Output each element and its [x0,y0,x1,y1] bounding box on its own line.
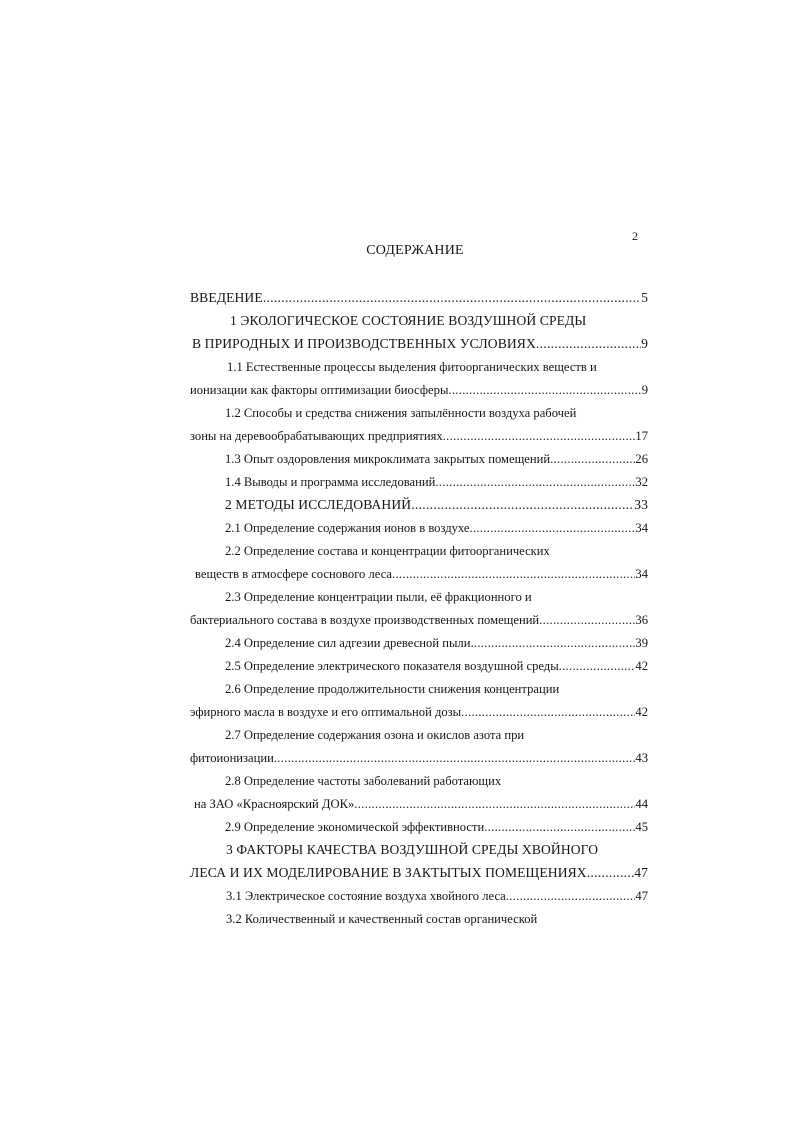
toc-entry-text: фитоионизации [190,751,274,765]
toc-entry [190,358,648,404]
dot-leader [354,795,635,813]
toc-entry-line [190,289,648,312]
toc-entry [190,726,648,772]
dot-leader [263,289,641,307]
toc-entry-line [190,680,648,703]
toc-entry-text: эфирного масла в воздухе и его оптимальной дозы [190,705,462,719]
toc-page-number: 17 [635,429,648,443]
toc-entry-text: 2.4 Определение сил адгезии древесной пыли [225,636,471,650]
toc-entry [190,473,648,496]
toc-entry-line [190,910,648,933]
toc-entry-text: 2.3 Определение концентрации пыли, её фракционного и [225,590,532,604]
toc-page-number: 34 [635,521,648,535]
dot-leader [274,749,636,767]
toc-entry [190,542,648,588]
toc-page-number: 36 [635,613,648,627]
toc-page-number: 42 [635,659,648,673]
toc-entry-text: 2.7 Определение содержания озона и окислов азота при [225,728,525,742]
toc-entry-line [190,772,648,795]
toc-entry-line [190,818,648,841]
dot-leader [448,381,641,399]
toc-entry-text: 2 МЕТОДЫ ИССЛЕДОВАНИЙ [225,497,412,512]
toc-entry-text: 3.2 Количественный и качественный состав органической [226,912,538,926]
toc-entry-text: бактериального состава в воздухе производственных помещений [190,613,540,627]
toc-entry-text: 2.6 Определение продолжительности снижения концентрации [225,682,560,696]
toc-entry-line [190,335,648,358]
dot-leader [539,611,635,629]
toc-page-number: 5 [641,290,648,305]
toc-entry-line [190,795,648,818]
dot-leader [484,818,635,836]
dot-leader [550,450,635,468]
toc-entry-text: 1.2 Способы и средства снижения запылённости воздуха рабочей [225,406,577,420]
toc-entry-line [190,542,648,565]
toc-entry-text: 3.1 Электрическое состояние воздуха хвойного леса [226,889,506,903]
toc-entry-text: 1.4 Выводы и программа исследований [225,475,436,489]
toc-entry-text: 2.2 Определение состава и концентрации фитоорганических [225,544,550,558]
dot-leader [461,703,635,721]
dot-leader [470,634,635,652]
toc-entry-text: В ПРИРОДНЫХ И ПРОИЗВОДСТВЕННЫХ УСЛОВИЯХ [192,336,536,351]
toc-entry-line [190,611,648,634]
toc-entry-text: веществ в атмосфере соснового леса [195,567,393,581]
dot-leader [411,496,634,514]
dot-leader [435,473,635,491]
toc-entry-line [190,404,648,427]
toc-page-number: 44 [635,797,648,811]
toc-entry [190,634,648,657]
toc-entry-line [190,381,648,404]
toc-page-number: 42 [635,705,648,719]
toc-entry-line [190,473,648,496]
toc-entry-line [190,427,648,450]
toc-entry-text: на ЗАО «Красноярский ДОК» [194,797,355,811]
toc-entry-line [190,726,648,749]
dot-leader [536,335,641,353]
toc-entry-text: ВВЕДЕНИЕ [190,290,263,305]
toc-entry-line [190,634,648,657]
toc-page-number: 34 [635,567,648,581]
toc-entry-text: 2.1 Определение содержания ионов в воздухе [225,521,470,535]
toc-entry-line [190,358,648,381]
toc-entry-line [190,657,648,680]
toc-entry-line [190,496,648,519]
toc-entry-text: 2.5 Определение электрического показателя воздушной среды [225,659,559,673]
dot-leader [506,887,636,905]
toc-entry [190,772,648,818]
toc-page-number: 47 [635,889,648,903]
toc-page-number: 33 [634,497,648,512]
toc-entry [190,818,648,841]
table-of-contents [190,289,648,933]
toc-entry-line [190,312,648,335]
toc-page-number: 47 [634,865,648,880]
toc-entry-line [190,841,648,864]
dot-leader [392,565,635,583]
toc-entry [190,841,648,887]
toc-entry-text: 2.8 Определение частоты заболеваний работающих [225,774,502,788]
toc-entry-line [190,887,648,910]
toc-entry-text: зоны на деревообрабатывающих предприятиях [190,429,443,443]
toc-entry [190,680,648,726]
toc-page-number: 26 [635,452,648,466]
toc-page-number: 9 [641,383,648,397]
toc-entry [190,910,648,933]
toc-entry [190,312,648,358]
toc-page-number: 43 [635,751,648,765]
toc-entry [190,450,648,473]
toc-entry [190,496,648,519]
toc-entry-line [190,864,648,887]
toc-entry-line [190,703,648,726]
dot-leader [559,657,636,675]
toc-page-number: 39 [635,636,648,650]
dot-leader [470,519,636,537]
toc-entry-text: 1.3 Опыт оздоровления микроклимата закрытых помещений [225,452,551,466]
toc-entry [190,588,648,634]
dot-leader [443,427,636,445]
page-number: 2 [632,229,638,243]
dot-leader [587,864,635,882]
toc-entry-text: 1.1 Естественные процессы выделения фитоорганических веществ и [227,360,597,374]
toc-entry [190,887,648,910]
toc-entry-text: ионизации как факторы оптимизации биосферы [190,383,449,397]
toc-entry [190,657,648,680]
toc-entry [190,289,648,312]
toc-entry-text: 3 ФАКТОРЫ КАЧЕСТВА ВОЗДУШНОЙ СРЕДЫ ХВОЙНОГО [226,842,599,857]
toc-entry-line [190,588,648,611]
toc-title: СОДЕРЖАНИЕ [366,243,464,258]
toc-entry-line [190,450,648,473]
toc-entry-line [190,565,648,588]
toc-entry [190,404,648,450]
toc-page-number: 32 [635,475,648,489]
toc-entry-line [190,519,648,542]
toc-page-number: 9 [641,336,648,351]
toc-page-number: 45 [635,820,648,834]
toc-entry-text: 2.9 Определение экономической эффективности [225,820,485,834]
toc-entry-text: ЛЕСА И ИХ МОДЕЛИРОВАНИЕ В ЗАКТЫТЫХ ПОМЕЩЕНИЯХ [190,865,587,880]
toc-entry [190,519,648,542]
toc-entry-line [190,749,648,772]
toc-entry-text: 1 ЭКОЛОГИЧЕСКОЕ СОСТОЯНИЕ ВОЗДУШНОЙ СРЕДЫ [230,313,587,328]
